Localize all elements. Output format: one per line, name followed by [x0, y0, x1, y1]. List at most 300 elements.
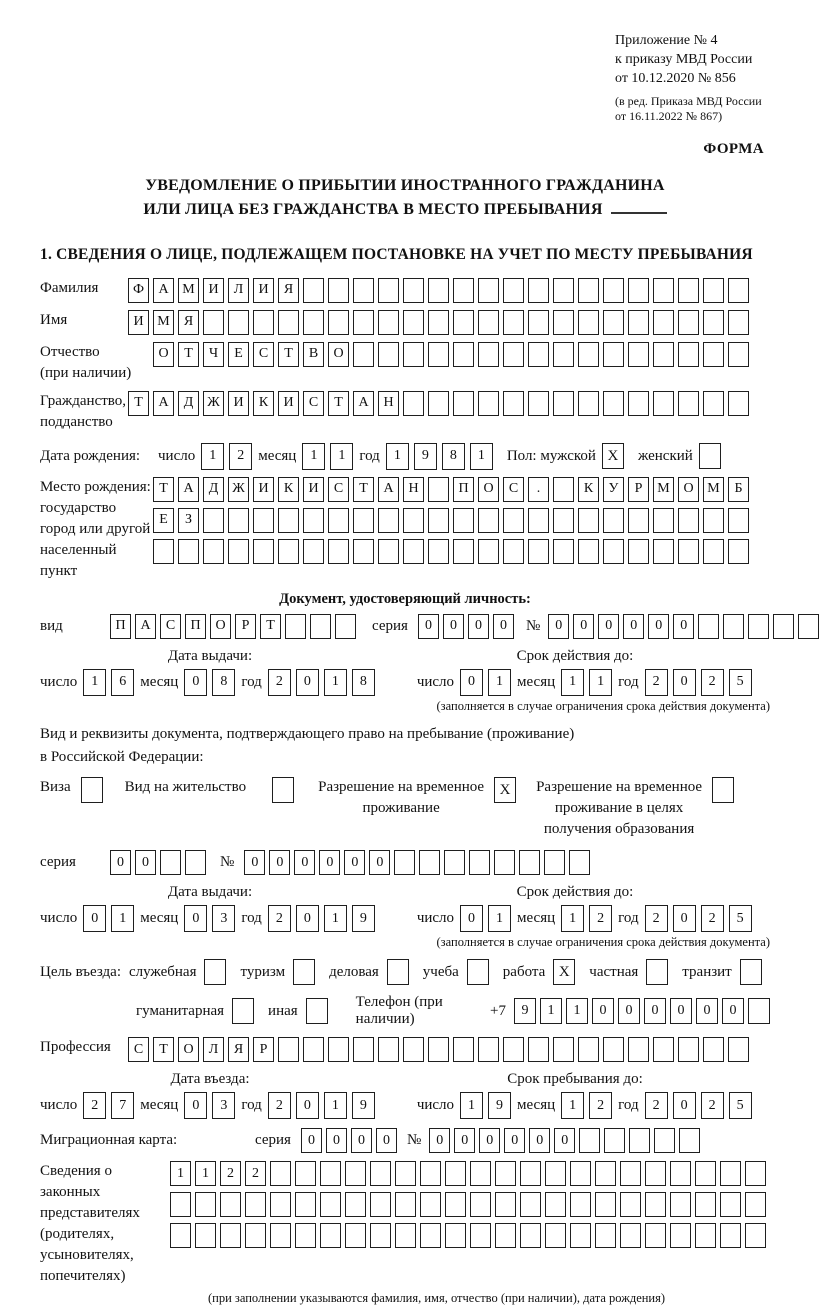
char-cell[interactable]: 0	[460, 669, 483, 696]
char-cell[interactable]: А	[378, 477, 399, 502]
char-cell[interactable]	[553, 342, 574, 367]
char-cell[interactable]: Ж	[228, 477, 249, 502]
char-cell[interactable]	[428, 278, 449, 303]
char-cell[interactable]: 1	[170, 1161, 191, 1186]
char-cell[interactable]: Р	[253, 1037, 274, 1062]
char-cell[interactable]	[295, 1161, 316, 1186]
char-cell[interactable]	[403, 342, 424, 367]
char-cell[interactable]	[478, 508, 499, 533]
char-cell[interactable]	[578, 310, 599, 335]
char-cell[interactable]	[285, 614, 306, 639]
char-cell[interactable]	[469, 850, 490, 875]
char-cell[interactable]: Т	[328, 391, 349, 416]
char-cell[interactable]: 1	[111, 905, 134, 932]
char-cell[interactable]	[703, 310, 724, 335]
char-cell[interactable]	[703, 539, 724, 564]
char-cell[interactable]	[335, 614, 356, 639]
char-cell[interactable]: 1	[302, 443, 325, 470]
char-cell[interactable]	[428, 391, 449, 416]
char-cell[interactable]: 2	[589, 905, 612, 932]
char-cell[interactable]: С	[160, 614, 181, 639]
char-cell[interactable]	[403, 391, 424, 416]
char-cell[interactable]	[578, 278, 599, 303]
char-cell[interactable]	[720, 1161, 741, 1186]
temp-residence-checkbox[interactable]: X	[494, 777, 516, 803]
char-cell[interactable]: 0	[184, 905, 207, 932]
char-cell[interactable]	[578, 539, 599, 564]
char-cell[interactable]: Н	[378, 391, 399, 416]
char-cell[interactable]: О	[678, 477, 699, 502]
char-cell[interactable]	[595, 1192, 616, 1217]
char-cell[interactable]: Д	[203, 477, 224, 502]
char-cell[interactable]	[345, 1223, 366, 1248]
char-cell[interactable]: Я	[228, 1037, 249, 1062]
char-cell[interactable]: Ч	[203, 342, 224, 367]
char-cell[interactable]	[695, 1161, 716, 1186]
char-cell[interactable]	[520, 1161, 541, 1186]
char-cell[interactable]: С	[253, 342, 274, 367]
char-cell[interactable]: 3	[212, 905, 235, 932]
char-cell[interactable]	[553, 539, 574, 564]
char-cell[interactable]	[703, 278, 724, 303]
char-cell[interactable]: 7	[111, 1092, 134, 1119]
char-cell[interactable]	[628, 278, 649, 303]
char-cell[interactable]	[278, 1037, 299, 1062]
char-cell[interactable]	[228, 539, 249, 564]
char-cell[interactable]: 0	[598, 614, 619, 639]
char-cell[interactable]	[245, 1223, 266, 1248]
char-cell[interactable]	[320, 1192, 341, 1217]
char-cell[interactable]	[728, 1037, 749, 1062]
char-cell[interactable]	[595, 1161, 616, 1186]
char-cell[interactable]	[654, 1128, 675, 1153]
char-cell[interactable]: М	[178, 278, 199, 303]
char-cell[interactable]: О	[478, 477, 499, 502]
char-cell[interactable]	[628, 508, 649, 533]
char-cell[interactable]	[453, 342, 474, 367]
char-cell[interactable]: 0	[319, 850, 340, 875]
purpose-private-checkbox[interactable]	[646, 959, 668, 985]
char-cell[interactable]	[528, 342, 549, 367]
char-cell[interactable]: 0	[294, 850, 315, 875]
char-cell[interactable]	[748, 998, 770, 1024]
char-cell[interactable]	[403, 310, 424, 335]
char-cell[interactable]	[278, 310, 299, 335]
char-cell[interactable]: Т	[153, 1037, 174, 1062]
visa-checkbox[interactable]	[81, 777, 103, 803]
char-cell[interactable]: 1	[386, 443, 409, 470]
char-cell[interactable]	[453, 278, 474, 303]
char-cell[interactable]	[478, 391, 499, 416]
char-cell[interactable]: 0	[623, 614, 644, 639]
char-cell[interactable]: 8	[352, 669, 375, 696]
char-cell[interactable]	[603, 342, 624, 367]
char-cell[interactable]	[328, 508, 349, 533]
char-cell[interactable]	[303, 278, 324, 303]
char-cell[interactable]	[253, 508, 274, 533]
char-cell[interactable]: 8	[442, 443, 465, 470]
char-cell[interactable]	[403, 1037, 424, 1062]
char-cell[interactable]: О	[328, 342, 349, 367]
char-cell[interactable]: 0	[351, 1128, 372, 1153]
char-cell[interactable]	[698, 614, 719, 639]
char-cell[interactable]: П	[185, 614, 206, 639]
char-cell[interactable]: 2	[701, 905, 724, 932]
char-cell[interactable]	[270, 1192, 291, 1217]
char-cell[interactable]	[395, 1223, 416, 1248]
char-cell[interactable]: 2	[229, 443, 252, 470]
purpose-work-checkbox[interactable]: X	[553, 959, 575, 985]
char-cell[interactable]	[570, 1161, 591, 1186]
char-cell[interactable]	[228, 508, 249, 533]
char-cell[interactable]: 2	[245, 1161, 266, 1186]
char-cell[interactable]	[653, 278, 674, 303]
char-cell[interactable]	[453, 391, 474, 416]
char-cell[interactable]	[703, 342, 724, 367]
purpose-humanitarian-checkbox[interactable]	[232, 998, 254, 1024]
char-cell[interactable]	[378, 539, 399, 564]
char-cell[interactable]	[245, 1192, 266, 1217]
char-cell[interactable]: Р	[628, 477, 649, 502]
char-cell[interactable]: А	[135, 614, 156, 639]
char-cell[interactable]	[303, 508, 324, 533]
char-cell[interactable]: Л	[228, 278, 249, 303]
char-cell[interactable]: 0	[673, 1092, 696, 1119]
char-cell[interactable]: 0	[344, 850, 365, 875]
char-cell[interactable]	[745, 1223, 766, 1248]
char-cell[interactable]	[403, 508, 424, 533]
char-cell[interactable]: 1	[83, 669, 106, 696]
char-cell[interactable]	[678, 1037, 699, 1062]
char-cell[interactable]	[494, 850, 515, 875]
char-cell[interactable]: 0	[184, 1092, 207, 1119]
char-cell[interactable]: И	[303, 477, 324, 502]
char-cell[interactable]	[170, 1223, 191, 1248]
char-cell[interactable]	[628, 342, 649, 367]
char-cell[interactable]: 1	[470, 443, 493, 470]
char-cell[interactable]	[378, 278, 399, 303]
char-cell[interactable]: 0	[418, 614, 439, 639]
char-cell[interactable]	[628, 1037, 649, 1062]
char-cell[interactable]	[195, 1192, 216, 1217]
char-cell[interactable]	[703, 1037, 724, 1062]
char-cell[interactable]	[478, 342, 499, 367]
char-cell[interactable]: 1	[201, 443, 224, 470]
char-cell[interactable]	[570, 1192, 591, 1217]
char-cell[interactable]: 0	[296, 669, 319, 696]
char-cell[interactable]	[703, 391, 724, 416]
char-cell[interactable]: 0	[326, 1128, 347, 1153]
char-cell[interactable]: Т	[260, 614, 281, 639]
char-cell[interactable]	[553, 310, 574, 335]
char-cell[interactable]	[728, 539, 749, 564]
char-cell[interactable]	[170, 1192, 191, 1217]
char-cell[interactable]	[653, 508, 674, 533]
char-cell[interactable]: 0	[376, 1128, 397, 1153]
char-cell[interactable]	[420, 1223, 441, 1248]
char-cell[interactable]	[220, 1223, 241, 1248]
char-cell[interactable]: 1	[589, 669, 612, 696]
char-cell[interactable]: 0	[592, 998, 614, 1024]
char-cell[interactable]	[670, 1192, 691, 1217]
char-cell[interactable]	[519, 850, 540, 875]
char-cell[interactable]	[328, 310, 349, 335]
char-cell[interactable]	[195, 1223, 216, 1248]
char-cell[interactable]	[428, 342, 449, 367]
char-cell[interactable]	[478, 278, 499, 303]
char-cell[interactable]	[345, 1192, 366, 1217]
char-cell[interactable]: 0	[573, 614, 594, 639]
char-cell[interactable]	[160, 850, 181, 875]
char-cell[interactable]: Ф	[128, 278, 149, 303]
char-cell[interactable]	[420, 1161, 441, 1186]
char-cell[interactable]	[695, 1192, 716, 1217]
char-cell[interactable]: А	[153, 278, 174, 303]
char-cell[interactable]: 2	[701, 1092, 724, 1119]
char-cell[interactable]	[720, 1192, 741, 1217]
char-cell[interactable]: Т	[178, 342, 199, 367]
char-cell[interactable]	[495, 1223, 516, 1248]
char-cell[interactable]	[353, 539, 374, 564]
char-cell[interactable]	[495, 1192, 516, 1217]
char-cell[interactable]	[503, 1037, 524, 1062]
char-cell[interactable]	[545, 1161, 566, 1186]
char-cell[interactable]: Р	[235, 614, 256, 639]
char-cell[interactable]: 2	[83, 1092, 106, 1119]
char-cell[interactable]	[678, 310, 699, 335]
char-cell[interactable]	[748, 614, 769, 639]
char-cell[interactable]: 0	[454, 1128, 475, 1153]
char-cell[interactable]	[428, 310, 449, 335]
char-cell[interactable]	[403, 278, 424, 303]
char-cell[interactable]	[203, 539, 224, 564]
char-cell[interactable]: Л	[203, 1037, 224, 1062]
char-cell[interactable]: Т	[278, 342, 299, 367]
char-cell[interactable]	[203, 508, 224, 533]
char-cell[interactable]: П	[453, 477, 474, 502]
char-cell[interactable]: 0	[529, 1128, 550, 1153]
char-cell[interactable]	[453, 508, 474, 533]
char-cell[interactable]	[328, 278, 349, 303]
char-cell[interactable]: 1	[330, 443, 353, 470]
char-cell[interactable]: 0	[673, 614, 694, 639]
char-cell[interactable]: 2	[220, 1161, 241, 1186]
char-cell[interactable]: 9	[488, 1092, 511, 1119]
char-cell[interactable]	[503, 539, 524, 564]
char-cell[interactable]	[470, 1161, 491, 1186]
char-cell[interactable]	[444, 850, 465, 875]
char-cell[interactable]: 0	[301, 1128, 322, 1153]
char-cell[interactable]	[370, 1192, 391, 1217]
char-cell[interactable]: 1	[460, 1092, 483, 1119]
char-cell[interactable]: 0	[648, 614, 669, 639]
char-cell[interactable]: 0	[618, 998, 640, 1024]
char-cell[interactable]: 0	[644, 998, 666, 1024]
char-cell[interactable]: М	[653, 477, 674, 502]
char-cell[interactable]: Т	[153, 477, 174, 502]
char-cell[interactable]	[378, 342, 399, 367]
char-cell[interactable]	[253, 539, 274, 564]
char-cell[interactable]: .	[528, 477, 549, 502]
char-cell[interactable]: У	[603, 477, 624, 502]
char-cell[interactable]	[653, 391, 674, 416]
char-cell[interactable]	[370, 1223, 391, 1248]
char-cell[interactable]: И	[253, 278, 274, 303]
char-cell[interactable]: 0	[554, 1128, 575, 1153]
char-cell[interactable]	[328, 539, 349, 564]
char-cell[interactable]	[470, 1192, 491, 1217]
char-cell[interactable]: 2	[268, 1092, 291, 1119]
char-cell[interactable]	[553, 278, 574, 303]
char-cell[interactable]: 5	[729, 905, 752, 932]
char-cell[interactable]	[678, 539, 699, 564]
char-cell[interactable]	[295, 1192, 316, 1217]
char-cell[interactable]: И	[253, 477, 274, 502]
char-cell[interactable]	[628, 391, 649, 416]
char-cell[interactable]	[395, 1161, 416, 1186]
char-cell[interactable]: Н	[403, 477, 424, 502]
char-cell[interactable]: 0	[83, 905, 106, 932]
char-cell[interactable]	[678, 342, 699, 367]
char-cell[interactable]	[528, 508, 549, 533]
char-cell[interactable]	[153, 539, 174, 564]
char-cell[interactable]: И	[203, 278, 224, 303]
char-cell[interactable]	[653, 539, 674, 564]
char-cell[interactable]	[653, 1037, 674, 1062]
char-cell[interactable]	[303, 310, 324, 335]
char-cell[interactable]	[328, 1037, 349, 1062]
char-cell[interactable]: 0	[296, 1092, 319, 1119]
purpose-other-checkbox[interactable]	[306, 998, 328, 1024]
char-cell[interactable]: Б	[728, 477, 749, 502]
char-cell[interactable]	[453, 310, 474, 335]
char-cell[interactable]	[728, 342, 749, 367]
char-cell[interactable]	[203, 310, 224, 335]
char-cell[interactable]	[670, 1161, 691, 1186]
char-cell[interactable]	[604, 1128, 625, 1153]
char-cell[interactable]	[453, 1037, 474, 1062]
purpose-study-checkbox[interactable]	[467, 959, 489, 985]
char-cell[interactable]	[403, 539, 424, 564]
char-cell[interactable]	[353, 342, 374, 367]
char-cell[interactable]	[353, 1037, 374, 1062]
gender-female-checkbox[interactable]	[699, 443, 721, 469]
char-cell[interactable]: И	[128, 310, 149, 335]
char-cell[interactable]	[528, 1037, 549, 1062]
char-cell[interactable]: О	[153, 342, 174, 367]
char-cell[interactable]	[578, 391, 599, 416]
char-cell[interactable]	[445, 1161, 466, 1186]
char-cell[interactable]: О	[210, 614, 231, 639]
char-cell[interactable]	[278, 508, 299, 533]
purpose-tourism-checkbox[interactable]	[293, 959, 315, 985]
char-cell[interactable]	[544, 850, 565, 875]
char-cell[interactable]	[419, 850, 440, 875]
char-cell[interactable]	[445, 1223, 466, 1248]
char-cell[interactable]	[185, 850, 206, 875]
char-cell[interactable]	[553, 1037, 574, 1062]
char-cell[interactable]: 0	[479, 1128, 500, 1153]
char-cell[interactable]: 2	[589, 1092, 612, 1119]
char-cell[interactable]: Е	[153, 508, 174, 533]
char-cell[interactable]: 0	[369, 850, 390, 875]
char-cell[interactable]	[303, 1037, 324, 1062]
char-cell[interactable]	[545, 1192, 566, 1217]
char-cell[interactable]	[278, 539, 299, 564]
char-cell[interactable]	[553, 508, 574, 533]
char-cell[interactable]: 2	[268, 905, 291, 932]
char-cell[interactable]: 1	[561, 669, 584, 696]
char-cell[interactable]	[470, 1223, 491, 1248]
char-cell[interactable]	[520, 1192, 541, 1217]
char-cell[interactable]: 1	[324, 1092, 347, 1119]
char-cell[interactable]	[303, 539, 324, 564]
char-cell[interactable]: М	[153, 310, 174, 335]
char-cell[interactable]	[745, 1161, 766, 1186]
char-cell[interactable]	[310, 614, 331, 639]
char-cell[interactable]	[295, 1223, 316, 1248]
char-cell[interactable]	[678, 391, 699, 416]
char-cell[interactable]	[370, 1161, 391, 1186]
char-cell[interactable]	[503, 391, 524, 416]
char-cell[interactable]: Т	[128, 391, 149, 416]
char-cell[interactable]	[728, 508, 749, 533]
char-cell[interactable]	[678, 508, 699, 533]
char-cell[interactable]	[578, 342, 599, 367]
char-cell[interactable]: С	[328, 477, 349, 502]
char-cell[interactable]	[553, 477, 574, 502]
char-cell[interactable]	[798, 614, 819, 639]
char-cell[interactable]	[728, 278, 749, 303]
char-cell[interactable]	[603, 1037, 624, 1062]
char-cell[interactable]: 1	[566, 998, 588, 1024]
char-cell[interactable]: И	[278, 391, 299, 416]
char-cell[interactable]	[703, 508, 724, 533]
char-cell[interactable]: 1	[561, 1092, 584, 1119]
char-cell[interactable]: Д	[178, 391, 199, 416]
char-cell[interactable]: 5	[729, 1092, 752, 1119]
char-cell[interactable]: 1	[488, 669, 511, 696]
char-cell[interactable]	[603, 278, 624, 303]
char-cell[interactable]	[628, 539, 649, 564]
char-cell[interactable]	[520, 1223, 541, 1248]
char-cell[interactable]	[629, 1128, 650, 1153]
char-cell[interactable]	[620, 1161, 641, 1186]
char-cell[interactable]: К	[253, 391, 274, 416]
gender-male-checkbox[interactable]: X	[602, 443, 624, 469]
char-cell[interactable]: И	[228, 391, 249, 416]
char-cell[interactable]: 1	[324, 669, 347, 696]
char-cell[interactable]: 1	[561, 905, 584, 932]
char-cell[interactable]	[528, 391, 549, 416]
char-cell[interactable]: Я	[178, 310, 199, 335]
char-cell[interactable]	[603, 508, 624, 533]
char-cell[interactable]: 0	[269, 850, 290, 875]
char-cell[interactable]	[603, 539, 624, 564]
residence-permit-checkbox[interactable]	[272, 777, 294, 803]
char-cell[interactable]: 2	[268, 669, 291, 696]
char-cell[interactable]	[478, 310, 499, 335]
char-cell[interactable]: 0	[673, 905, 696, 932]
char-cell[interactable]: 0	[670, 998, 692, 1024]
char-cell[interactable]	[478, 539, 499, 564]
char-cell[interactable]	[595, 1223, 616, 1248]
char-cell[interactable]	[578, 508, 599, 533]
char-cell[interactable]	[570, 1223, 591, 1248]
char-cell[interactable]	[653, 342, 674, 367]
char-cell[interactable]	[495, 1161, 516, 1186]
char-cell[interactable]: 2	[645, 1092, 668, 1119]
